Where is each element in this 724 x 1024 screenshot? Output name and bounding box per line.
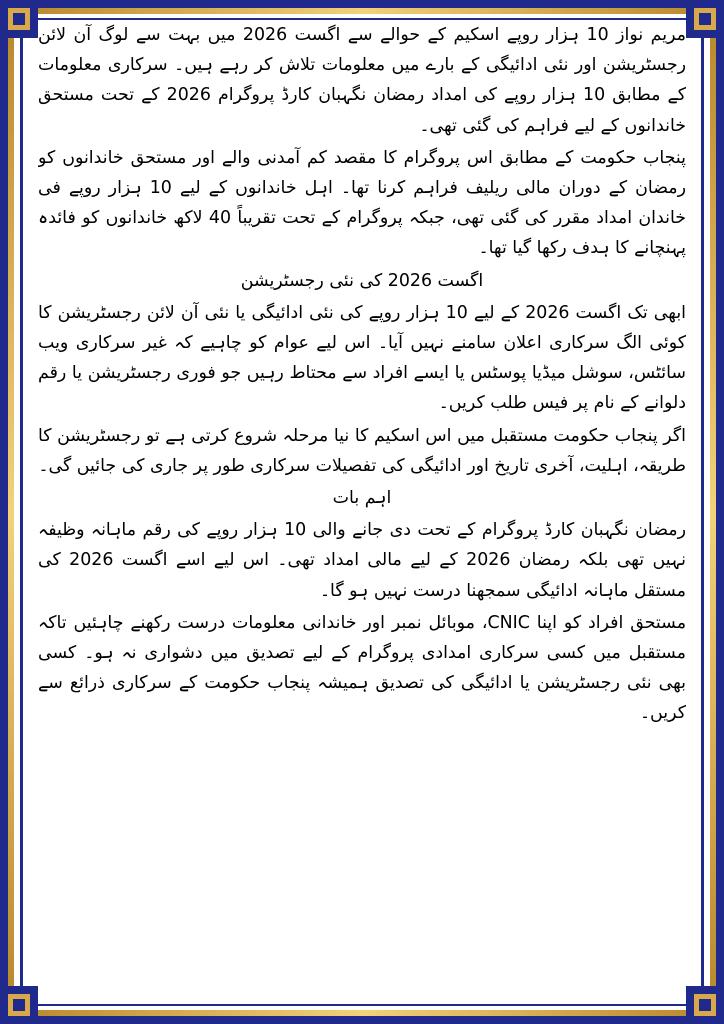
- article-paragraph-2: پنجاب حکومت کے مطابق اس پروگرام کا مقصد کم آمدنی والے اور مستحق خاندانوں کو رمضان کے دوران مالی ریلیف فراہم کرنا تھا۔ اہل خاندانوں کے لیے 10 ہزار روپے فی خاندان امداد مقرر کی گئی تھی، جبکہ پروگرام کے تحت تقریباً 40 لاکھ خاندانوں کو فائدہ پہنچانے کا ہدف رکھا گیا تھا۔: [38, 147, 686, 259]
- frame-left-inner-line: [20, 20, 23, 1004]
- frame-right-navy: [716, 0, 724, 1024]
- corner-ornament-top-right: [686, 0, 724, 38]
- corner-ornament-bottom-left: [0, 986, 38, 1024]
- article-paragraph-4: اگر پنجاب حکومت مستقبل میں اس اسکیم کا نیا مرحلہ شروع کرتی ہے تو رجسٹریشن کا طریقہ، اہلیت، آخری تاریخ اور ادائیگی کی تفصیلات سرکاری طور پر جاری کی جائیں گی۔: [38, 425, 686, 476]
- frame-bottom-gold: [8, 1010, 716, 1016]
- article-paragraph-1: مریم نواز 10 ہزار روپے اسکیم کے حوالے سے اگست 2026 میں بہت سے لوگ آن لائن رجسٹریشن اور نئی ادائیگی کے بارے میں معلومات تلاش کر رہے ہیں۔ سرکاری معلومات کے مطابق 10 ہزار روپے کی امداد رمضان نگہبان کارڈ پروگرام 2026 کے تحت مستحق خاندانوں کے لیے فراہم کی گئی تھی۔: [38, 25, 686, 136]
- frame-bottom-navy: [0, 1016, 724, 1024]
- frame-right-inner-line: [701, 20, 704, 1004]
- article-body: [38, 20, 686, 1004]
- frame-bottom-inner-line: [20, 1004, 704, 1006]
- article-paragraph-5: رمضان نگہبان کارڈ پروگرام کے تحت دی جانے والی 10 ہزار روپے کی رقم ماہانہ وظیفہ نہیں تھی بلکہ رمضان 2026 کے لیے مالی امداد تھی۔ اس لیے اسے اگست 2026 کی مستقل ماہانہ ادائیگی سمجھنا درست نہیں ہو گا۔: [38, 520, 686, 601]
- frame-left-gold: [8, 8, 14, 1016]
- frame-left-navy: [0, 0, 8, 1024]
- section-heading-registration: اگست 2026 کی نئی رجسٹریشن: [240, 270, 484, 291]
- corner-ornament-bottom-right: [686, 986, 724, 1024]
- frame-top-navy: [0, 0, 724, 8]
- section-heading-important: اہم بات: [332, 488, 392, 509]
- article-paragraph-3: ابھی تک اگست 2026 کے لیے 10 ہزار روپے کی نئی ادائیگی یا نئی آن لائن رجسٹریشن کا کوئی الگ سرکاری اعلان سامنے نہیں آیا۔ اس لیے عوام کو چاہیے کہ غیر سرکاری ویب سائٹس، سوشل میڈیا پوسٹس یا ایسے افراد سے محتاط رہیں جو فوری رجسٹریشن یا رقم دلوانے کے نام پر فیس طلب کریں۔: [38, 302, 686, 414]
- corner-ornament-top-left: [0, 0, 38, 38]
- article-paragraph-6: مستحق افراد کو اپنا CNIC، موبائل نمبر اور خاندانی معلومات درست رکھنے چاہئیں تاکہ مستقبل میں کسی سرکاری امدادی پروگرام کے لیے تصدیق میں دشواری نہ ہو۔ کسی بھی نئی رجسٹریشن یا ادائیگی کی تصدیق ہمیشہ پنجاب حکومت کے سرکاری ذرائع سے کریں۔: [38, 612, 686, 724]
- frame-top-gold: [8, 8, 716, 14]
- frame-right-gold: [710, 8, 716, 1016]
